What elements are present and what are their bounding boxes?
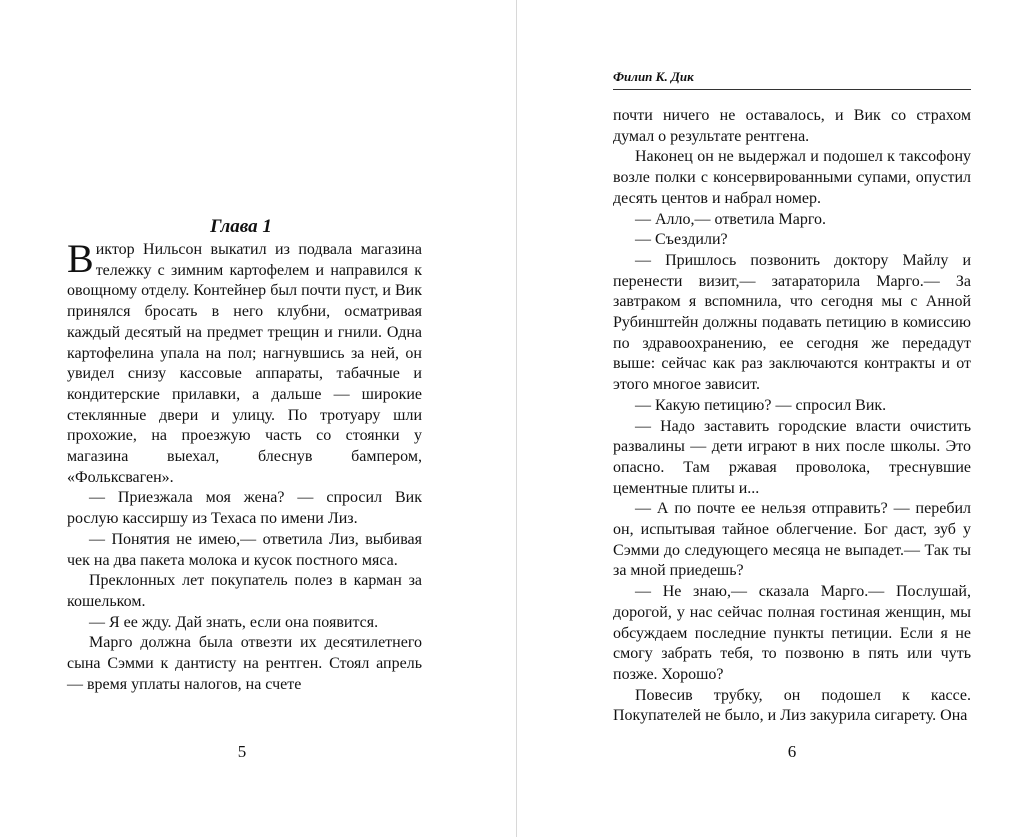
- chapter-title: Глава 1: [210, 216, 272, 237]
- left-page-text: [67, 236, 422, 695]
- paragraph: — Пришлось позвонить доктору Майлу и перенести визит,— затараторила Марго.— За завтраком я вспомнила, что сегодня мы с Анной Рубинштейн должны подавать петицию в комиссию по здравоохранению, ее сегодня же передадут выше: сейчас как раз заключаются контракты и от этого многое зависит.: [613, 251, 971, 394]
- paragraph: — Приезжала моя жена? — спросил Вик рослую кассиршу из Техаса по имени Лиз.: [67, 489, 422, 528]
- right-page: [517, 0, 1032, 837]
- paragraph-text: иктор Нильсон выкатил из подвала магазина тележку с зимним картофелем и направился к овощному отделу. Контейнер был почти пуст, и Вик принялся бросать в него клубни, осматривая каждый десятый на предмет трещин и гнили. Одна картофелина упала на пол; нагнувшись за ней, он увидел снизу кассовые аппараты, табачные и кондитерские прилавки, а дальше — широкие стеклянные двери и улицу. По тротуару шли прохожие, на проезжую часть со стоянки у магазина выехал, блеснув бампером, «Фольксваген».: [67, 241, 422, 486]
- paragraph: [67, 236, 422, 488]
- running-head-rule: [613, 89, 971, 90]
- paragraph: — Понятия не имею,— ответила Лиз, выбивая чек на два пакета молока и кусок постного мяса.: [67, 530, 422, 569]
- page-number-right: 6: [787, 742, 797, 761]
- paragraph: Марго должна была отвезти их десятилетнего сына Сэмми к дантисту на рентген. Стоял апрель — время уплаты налогов, на счете: [67, 634, 422, 693]
- paragraph: Преклонных лет покупатель полез в карман за кошельком.: [67, 572, 422, 610]
- paragraph: Наконец он не выдержал и подошел к таксофону возле полки с консервированными супами, опустил десять центов и набрал номер.: [613, 148, 971, 207]
- paragraph: — Я ее жду. Дай знать, если она появится.: [89, 613, 379, 631]
- page-number-left: 5: [237, 742, 247, 761]
- paragraph: — Съездили?: [635, 231, 728, 249]
- paragraph: Повесив трубку, он подошел к кассе. Покупателей не было, и Лиз закурила сигарету. Она: [613, 686, 971, 725]
- paragraph: — Не знаю,— сказала Марго.— Послушай, дорогой, у нас сейчас полная гостиная женщин, мы обсуждаем последние пункты петиции. Если я не смогу забрать тебя, то позвоню в пять или чуть позже. Хорошо?: [613, 583, 971, 683]
- paragraph: — Надо заставить городские власти очистить развалины — дети играют в них после школы. Это опасно. Там ржавая проволока, треснувшие цементные плиты и...: [613, 417, 971, 497]
- paragraph: почти ничего не оставалось, и Вик со страхом думал о результате рентгена.: [613, 107, 971, 145]
- right-page-text: [613, 106, 971, 727]
- running-head-author: Филип К. Дик: [613, 69, 694, 84]
- paragraph: — А по почте ее нельзя отправить? — перебил он, испытывая тайное облегчение. Бог даст, зуб у Сэмми до следующего месяца не выпадет.— Так ты за мной приедешь?: [613, 500, 971, 580]
- paragraph: — Какую петицию? — спросил Вик.: [635, 396, 887, 414]
- drop-cap: В: [67, 236, 94, 281]
- paragraph: — Алло,— ответила Марго.: [635, 210, 826, 228]
